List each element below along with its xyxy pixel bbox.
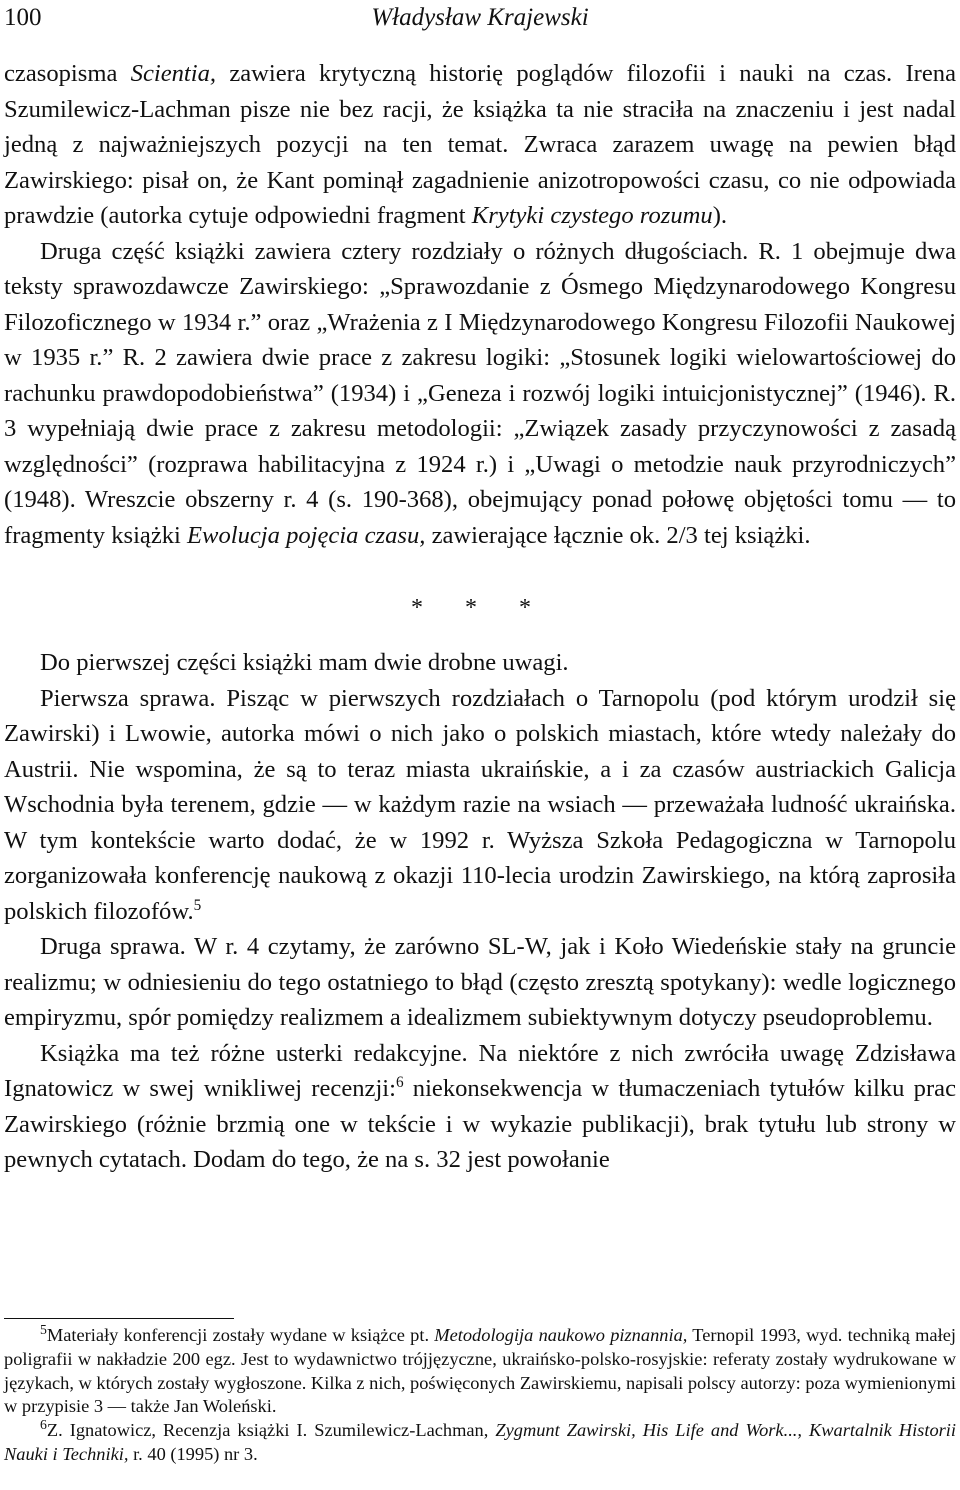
footnote-divider (4, 1318, 234, 1319)
journal-title: Kwartalnik Historii Nauki i Techniki, (4, 1420, 957, 1464)
text-run: r. 40 (1995) nr 3. (128, 1443, 258, 1464)
page (4, 0, 956, 1178)
footnote-number: 6 (40, 1417, 47, 1433)
page-header (4, 0, 956, 40)
footnote-number: 5 (40, 1321, 47, 1337)
paragraph-1 (4, 56, 956, 234)
footnote-ref-5[interactable]: 5 (193, 896, 202, 914)
text-run: Materiały konferencji zostały wydane w książce pt. (46, 1325, 435, 1345)
paragraph-2 (4, 234, 956, 554)
paragraph-6 (4, 1036, 956, 1178)
paragraph-4 (4, 681, 956, 930)
text-run: zawiera krytyczną historię poglądów filozofii i nauki na czas. Irena Szumilewicz-Lachman pisze nie bez racji, że książka ta nie straciła na znaczeniu i jest nadal jedną z najważniejszych pozycji na ten temat. Zwraca zarazem uwagę na pewien błąd Zawirskiego: pisał on, że Kant pominął zagadnienie anizotropowości czasu, co nie odpowiada prawdzie (autorka cytuje odpowiedni fragment (4, 60, 956, 229)
text-run: Druga część książki zawiera cztery rozdziały o różnych długościach. R. 1 obejmuje dwa teksty sprawozdawcze Zawirskiego: „Sprawozdanie z Ósmego Międzynarodowego Kongresu Filozoficznego w 1934 r.” oraz „Wrażenia z I Międzynarodowego Kongresu Filozofii Naukowej w 1935 r.” R. 2 zawiera dwie prace z zakresu logiki: „Stosunek logiki wielowartościowej do rachunku prawdopodobieństwa” (1934) i „Geneza i rozwój logiki intuicjonistycznej” (1946). R. 3 wypełniają dwie prace z zakresu metodologii: „Związek zasady przyczynowości z zasadą względności” (rozprawa habilitacyjna z 1924 r.) i „Uwagi o metodzie nauk przyrodniczych” (1948). Wreszcie obszerny r. 4 (s. 190-368), obejmujący ponad połowę objętości tomu — to fragmenty książki (4, 237, 956, 549)
footnote-6 (4, 1419, 956, 1467)
book-title: Krytyki czystego rozumu (471, 202, 713, 229)
book-title: Zygmunt Zawirski, His Life and Work..., (495, 1420, 802, 1441)
footnotes (4, 1321, 957, 1467)
journal-title: Scientia, (130, 60, 217, 87)
text-run: Pierwsza sprawa. Pisząc w pierwszych rozdziałach o Tarnopolu (pod którym urodził się Zawirski) i Lwowie, autorka mówi o nich jako o polskich miastach, które wtedy należały do Austrii. Nie wspomina, że są to teraz miasta ukraińskie, a i za czasów austriackich Galicja Wschodnia była terenem, gdzie — w każdym razie na wsiach — przeważała ludność ukraińska. W tym kontekście warto dodać, że w 1992 r. Wyższa Szkoła Pedagogiczna w Tarnopolu zorganizowała konferencję naukową z okazji 110-lecia urodzin Zawirskiego, na którą zaprosiła polskich filozofów. (4, 684, 956, 925)
text-run: Ternopil 1993, wyd. techniką małej poligrafii w nakładzie 200 egz. Jest to wydawnictwo trójjęzyczne, ukraińsko-polsko-rosyjskie: referaty zostały wydrukowane w językach, w których zostały wygłoszone. Kilka z nich, poświęconych Zawirskiemu, napisali polscy autorzy: poza wymienionymi w przypisie 3 — także Jan Woleński. (4, 1325, 956, 1417)
paragraph-3: Do pierwszej części książki mam dwie drobne uwagi. (40, 649, 569, 676)
paragraph-5: Druga sprawa. W r. 4 czytamy, że zarówno SL-W, jak i Koło Wiedeńskie stały na gruncie realizmu; w odniesieniu do tego ostatniego to błąd (często zresztą spotykany): wedle logicznego empiryzmu, spór pomiędzy realizmem a idealizmem subiektywnym dotyczy pseudoproblemu. (4, 933, 956, 1031)
body-text (4, 56, 956, 1178)
footnote-5 (4, 1321, 956, 1419)
text-run: ). (712, 202, 728, 229)
page-number: 100 (4, 4, 42, 31)
footnote-ref-6[interactable]: 6 (395, 1073, 404, 1091)
section-break: * * * (411, 595, 549, 621)
book-title: Ewolucja pojęcia czasu, (187, 521, 426, 549)
text-run: Książka ma też różne usterki redakcyjne. Na niektóre z nich zwróciła uwagę Zdzisława Ignatowicz w swej wnikliwej recenzji: (4, 1039, 956, 1102)
text-run: czasopisma (4, 60, 131, 87)
text-run: Z. Ignatowicz, Recenzja książki I. Szumilewicz-Lachman, (46, 1420, 496, 1441)
book-title: Metodologija naukowo piznannia, (434, 1325, 688, 1345)
running-head: Władysław Krajewski (371, 4, 589, 31)
text-run: niekonsekwencja w tłumaczeniach tytułów kilku prac Zawirskiego (różnie brzmią one w tekście i w wykazie publikacji), brak tytułu lub strony w pewnych cytatach. Dodam do tego, że na s. 32 jest powołanie (4, 1075, 956, 1173)
text-run: zawierające łącznie ok. 2/3 tej książki. (425, 521, 811, 549)
text-run (802, 1420, 809, 1440)
